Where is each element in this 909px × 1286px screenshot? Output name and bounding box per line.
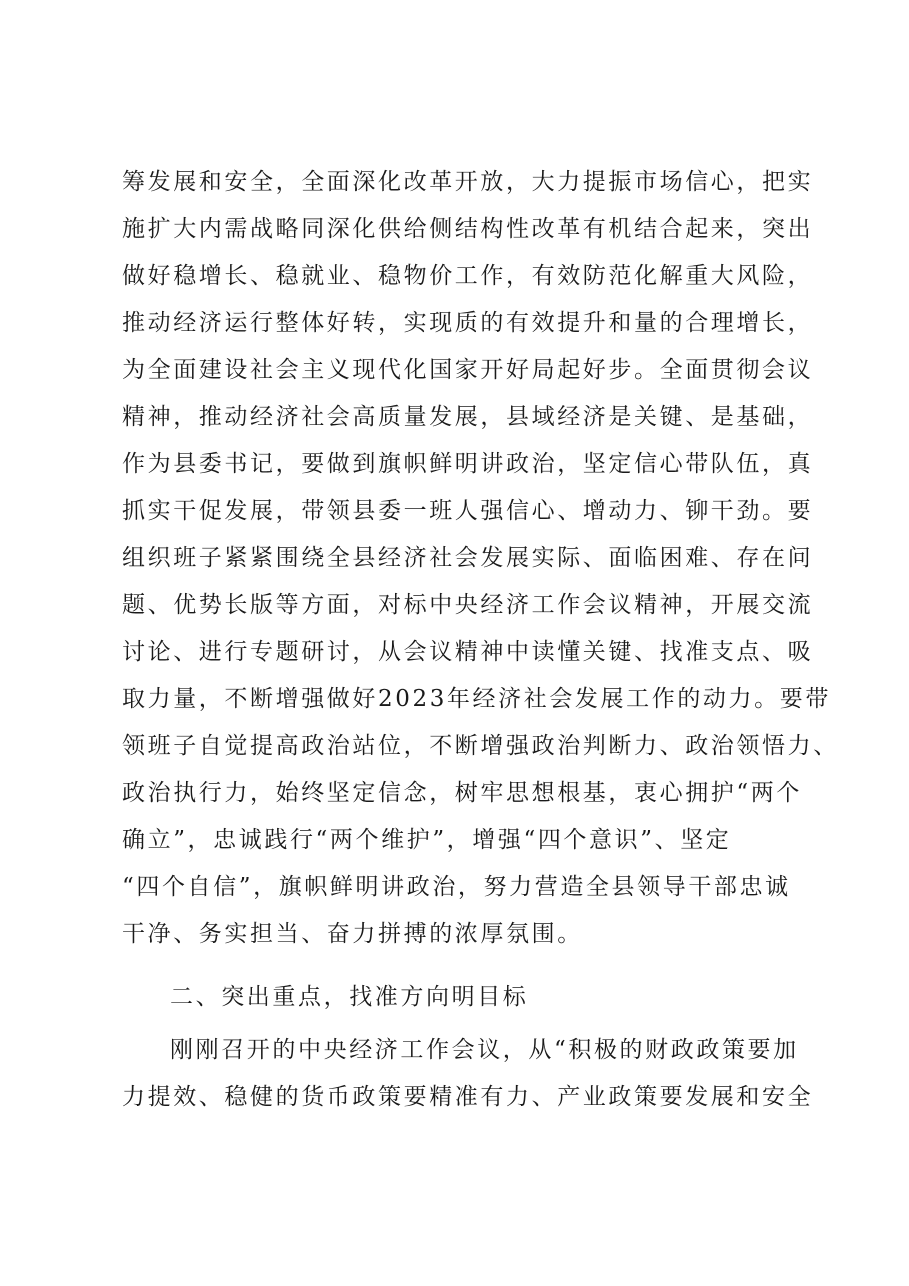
text-line: 刚刚召开的中央经济工作会议，从“积极的财政政策要加	[170, 1037, 799, 1063]
text-line: “四个自信”，旗帜鲜明讲政治，努力营造全县领导干部忠诚	[122, 874, 791, 900]
text-line: 组织班子紧紧围绕全县经济社会发展实际、面临困难、存在问	[122, 545, 814, 571]
text-line: 精神，推动经济社会高质量发展，县域经济是关键、是基础，	[122, 404, 814, 430]
text-line: 筹发展和安全，全面深化改革开放，大力提振市场信心，把实	[122, 169, 814, 195]
text-line: 讨论、进行专题研讨，从会议精神中读懂关键、找准支点、吸	[122, 639, 814, 665]
text-line: 干净、务实担当、奋力拼搏的浓厚氛围。	[122, 921, 583, 947]
text-line: 施扩大内需战略同深化供给侧结构性改革有机结合起来，突出	[122, 216, 814, 242]
text-line: 作为县委书记，要做到旗帜鲜明讲政治，坚定信心带队伍，真	[122, 451, 814, 477]
text-line: 做好稳增长、稳就业、稳物价工作，有效防范化解重大风险，	[122, 263, 814, 289]
text-line: 抓实干促发展，带领县委一班人强信心、增动力、铆干劲。要	[122, 498, 814, 524]
text-line: 确立”，忠诚践行“两个维护”，增强“四个意识”、坚定	[122, 827, 732, 853]
text-line: 力提效、稳健的货币政策要精准有力、产业政策要发展和安全	[122, 1084, 814, 1110]
text-line: 取力量，不断增强做好2023年经济社会发展工作的动力。要带	[122, 686, 831, 712]
text-line: 为全面建设社会主义现代化国家开好局起好步。全面贯彻会议	[122, 357, 814, 383]
text-line: 题、优势长版等方面，对标中央经济工作会议精神，开展交流	[122, 592, 814, 618]
text-line: 领班子自觉提高政治站位，不断增强政治判断力、政治领悟力、	[122, 733, 839, 759]
section-heading: 二、突出重点，找准方向明目标	[170, 984, 529, 1010]
text-line: 政治执行力，始终坚定信念，树牢思想根基，衷心拥护“两个	[122, 780, 802, 806]
text-line: 推动经济运行整体好转，实现质的有效提升和量的合理增长，	[122, 310, 814, 336]
